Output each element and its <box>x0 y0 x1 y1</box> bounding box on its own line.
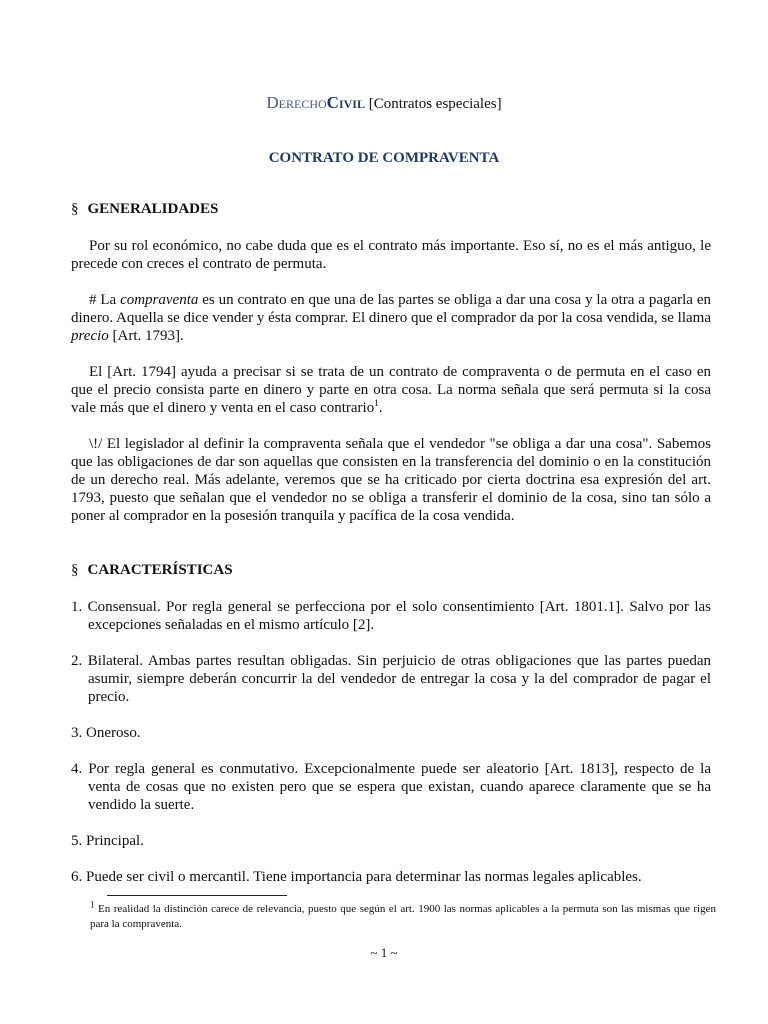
section-heading-generalidades <box>71 200 711 218</box>
section-symbol: § <box>71 562 79 578</box>
section-heading-caracteristicas <box>71 561 711 579</box>
list-item: 6. Puede ser civil o mercantil. Tiene importancia para determinar las normas legales aplicables. <box>71 869 642 885</box>
list-item: 4. Por regla general es conmutativo. Excepcionalmente puede ser aleatorio [Art. 1813], respecto de la venta de cosas que no existen pero que se espera que existan, cuando aparece claramente que se ha vendido la suerte. <box>71 761 711 813</box>
footnote-separator <box>107 895 287 896</box>
footnote-text: En realidad la distinción carece de relevancia, puesto que según el art. 1900 las normas aplicables a la permuta son las mismas que rigen para la compraventa. <box>90 903 716 930</box>
paragraph: Por su rol económico, no cabe duda que es el contrato más importante. Eso sí, no es el más antiguo, le precede con creces el contrato de permuta. <box>71 238 711 272</box>
footnote <box>90 899 716 932</box>
paragraph: El [Art. 1794] ayuda a precisar si se trata de un contrato de compraventa o de permuta en el caso en que el precio consista parte en dinero y parte en otra cosa. La norma señala que será permuta si la cosa vale más que el dinero y venta en el caso contrario$^1$. <box>71 364 711 416</box>
document-title: CONTRATO DE COMPRAVENTA <box>268 150 500 166</box>
section-title: GENERALIDADES <box>87 201 219 217</box>
term-precio: precio <box>71 328 109 344</box>
list-item: 1. Consensual. Por regla general se perfecciona por el solo consentimiento [Art. 1801.1]. Salvo por las excepciones señaladas en el mismo artículo [2]. <box>71 599 711 633</box>
header-derecho: Derecho <box>266 93 327 112</box>
section-symbol: § <box>71 201 79 217</box>
paragraph: \!/ El legislador al definir la compraventa señala que el vendedor "se obliga a dar una cosa". Sabemos que las obligaciones de dar son aquellas que consisten en la transferencia del dominio o en la constitución de un derecho real. Más adelante, veremos que se ha criticado por cierta doctrina esa expresión del art. 1793, puesto que señalan que el vendedor no se obliga a transferir el dominio de la cosa, sino tan sólo a poner al comprador en la posesión tranquila y pacífica de la cosa vendida. <box>71 436 711 524</box>
characteristics-list <box>71 598 711 886</box>
footnote-ref[interactable]: 1 <box>374 398 379 408</box>
document-body <box>71 200 711 904</box>
header-civil: Civil <box>326 93 365 112</box>
term-compraventa: compraventa <box>120 292 199 308</box>
page-number: ~ 1 ~ <box>370 945 398 960</box>
list-item: 2. Bilateral. Ambas partes resultan obligadas. Sin perjuicio de otras obligaciones que las partes puedan asumir, siempre deberán concurrir la del vendedor de entregar la cosa y la del comprador de pagar el precio. <box>71 653 711 705</box>
list-item: 5. Principal. <box>71 833 144 849</box>
header-subtitle: [Contratos especiales] <box>368 96 502 112</box>
section-title: CARACTERÍSTICAS <box>87 562 233 578</box>
running-header <box>0 93 768 114</box>
footnote-number: 1 <box>90 899 95 910</box>
list-item: 3. Oneroso. <box>71 725 141 741</box>
paragraph: # La compraventa es un contrato en que una de las partes se obliga a dar una cosa y la otra a pagarla en dinero. Aquella se dice vender y ésta comprar. El dinero que el comprador da por la cosa vendida, se llama precio [Art. 1793]. <box>71 292 711 344</box>
